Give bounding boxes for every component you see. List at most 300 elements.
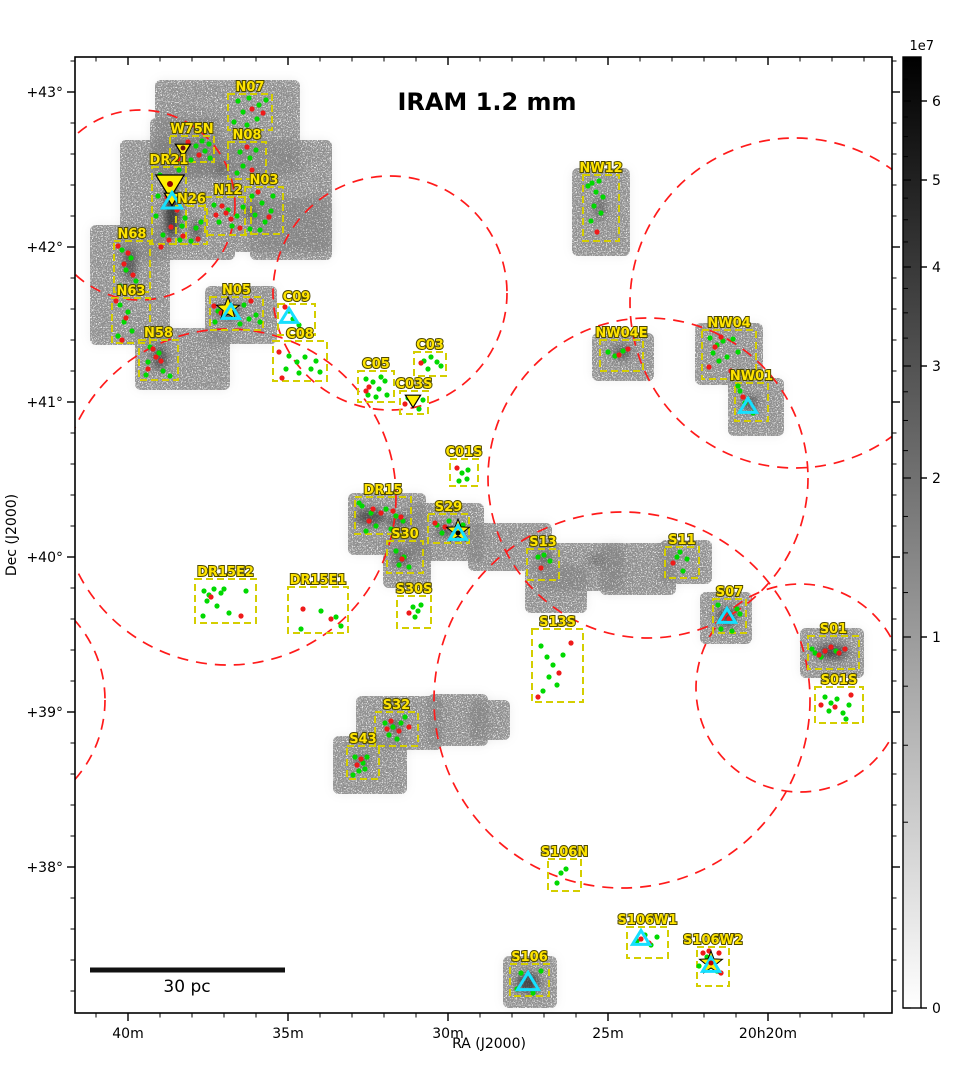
red-source-dot (616, 352, 621, 357)
field-box-S13S (532, 629, 583, 702)
plot-title: IRAM 1.2 mm (397, 88, 577, 116)
red-source-dot (396, 728, 401, 733)
green-source-dot (211, 202, 216, 207)
red-source-dot (115, 243, 120, 248)
red-source-dot (740, 394, 745, 399)
red-source-dot (848, 692, 853, 697)
green-source-dot (428, 354, 433, 359)
green-source-dot (179, 223, 184, 228)
y-tick-label: +43° (26, 85, 63, 101)
green-source-dot (216, 219, 221, 224)
green-source-dot (145, 359, 150, 364)
green-source-dot (585, 183, 590, 188)
green-source-dot (167, 373, 172, 378)
field-label-W75N: W75N (170, 122, 214, 137)
red-source-dot (402, 401, 407, 406)
colorbar-tick-label: 2 (932, 471, 941, 487)
green-source-dot (115, 333, 120, 338)
red-source-dot (538, 565, 543, 570)
red-source-dot (399, 556, 404, 561)
x-tick-label: 25m (592, 1026, 624, 1042)
green-source-dot (737, 611, 742, 616)
y-tick-label: +39° (26, 705, 63, 721)
red-source-dot (123, 315, 128, 320)
green-source-dot (550, 662, 555, 667)
green-source-dot (696, 963, 701, 968)
green-source-dot (308, 366, 313, 371)
green-source-dot (237, 321, 242, 326)
green-source-dot (253, 312, 258, 317)
green-source-dot (826, 708, 831, 713)
field-label-C01S: C01S (445, 445, 483, 460)
green-source-dot (286, 353, 291, 358)
red-source-dot (228, 216, 233, 221)
green-source-dot (298, 626, 303, 631)
green-source-dot (362, 766, 367, 771)
green-source-dot (538, 968, 543, 973)
field-label-DR21: DR21 (149, 153, 189, 168)
field-label-N26: N26 (177, 192, 206, 207)
green-source-dot (128, 255, 133, 260)
green-source-dot (588, 218, 593, 223)
green-source-dot (376, 386, 381, 391)
green-source-dot (257, 319, 262, 324)
green-source-dot (333, 614, 338, 619)
colorbar-exponent: 1e7 (909, 39, 934, 54)
green-source-dot (840, 710, 845, 715)
red-source-dot (300, 606, 305, 611)
red-source-dot (145, 366, 150, 371)
field-label-C09: C09 (282, 290, 311, 305)
green-source-dot (518, 970, 523, 975)
field-label-S106W2: S106W2 (683, 933, 743, 948)
green-source-dot (199, 138, 204, 143)
green-source-dot (188, 238, 193, 243)
green-source-dot (416, 406, 421, 411)
field-label-C03S: C03S (395, 377, 433, 392)
green-source-dot (834, 696, 839, 701)
field-label-S106N: S106N (540, 845, 589, 860)
field-label-N08: N08 (232, 128, 262, 143)
green-source-dot (119, 247, 124, 252)
red-source-dot (384, 726, 389, 731)
green-source-dot (538, 643, 543, 648)
green-source-dot (418, 602, 423, 607)
green-source-dot (591, 203, 596, 208)
red-source-dot (822, 648, 827, 653)
red-source-dot (816, 652, 821, 657)
green-source-dot (206, 141, 211, 146)
field-label-C05: C05 (362, 357, 390, 372)
field-label-DR15E1: DR15E1 (289, 573, 347, 588)
green-source-dot (254, 116, 259, 121)
green-source-dot (153, 213, 158, 218)
marker-center-dot (167, 181, 173, 187)
field-label-S30: S30 (391, 527, 419, 542)
green-source-dot (123, 267, 128, 272)
field-label-C08: C08 (286, 327, 314, 342)
red-source-dot (556, 670, 561, 675)
red-source-dot (712, 344, 717, 349)
green-source-dot (198, 219, 203, 224)
red-source-dot (432, 520, 437, 525)
green-source-dot (828, 700, 833, 705)
green-source-dot (246, 95, 251, 100)
green-source-dot (459, 470, 464, 475)
green-source-dot (338, 623, 343, 628)
red-source-dot (219, 203, 224, 208)
field-label-S01S: S01S (820, 673, 858, 688)
red-source-dot (244, 144, 249, 149)
green-source-dot (356, 768, 361, 773)
green-source-dot (558, 870, 563, 875)
green-source-dot (226, 610, 231, 615)
green-source-dot (313, 358, 318, 363)
red-source-dot (211, 303, 216, 308)
red-source-dot (535, 694, 540, 699)
red-source-dot (249, 106, 254, 111)
field-label-S30S: S30S (395, 582, 433, 597)
red-dashed-circle (0, 580, 105, 820)
green-source-dot (393, 548, 398, 553)
green-source-dot (302, 354, 307, 359)
red-source-dot (700, 950, 705, 955)
green-source-dot (363, 528, 368, 533)
field-label-N05: N05 (222, 283, 251, 298)
red-source-dot (248, 298, 253, 303)
green-source-dot (252, 212, 257, 217)
green-source-dot (211, 586, 216, 591)
green-source-dot (684, 556, 689, 561)
green-source-dot (600, 194, 605, 199)
green-source-dot (257, 227, 262, 232)
green-source-dot (547, 558, 552, 563)
green-source-dot (541, 552, 546, 557)
cyan-triangle-marker (280, 308, 297, 322)
red-source-dot (366, 518, 371, 523)
map-patch-speckle (470, 700, 510, 740)
y-tick-label: +41° (26, 395, 63, 411)
green-source-dot (155, 193, 160, 198)
dense-core (594, 196, 606, 220)
green-source-dot (382, 720, 387, 725)
colorbar-gradient (903, 57, 921, 1008)
field-label-NW01: NW01 (729, 369, 774, 384)
map-patch-speckle (525, 565, 587, 613)
red-source-dot (130, 272, 135, 277)
green-source-dot (129, 328, 134, 333)
y-tick-label: +40° (26, 550, 63, 566)
red-source-dot (249, 167, 254, 172)
field-label-N63: N63 (116, 284, 146, 299)
red-source-dot (158, 244, 163, 249)
x-tick-label: 20h20m (738, 1026, 798, 1042)
green-source-dot (212, 319, 217, 324)
green-source-dot (680, 568, 685, 573)
colorbar-tick-label: 3 (932, 359, 941, 375)
red-source-dot (836, 650, 841, 655)
scalebar-label: 30 pc (163, 977, 211, 997)
field-label-N68: N68 (117, 227, 147, 242)
colorbar-tick-label: 1 (932, 630, 941, 646)
green-source-dot (253, 147, 258, 152)
green-source-dot (117, 302, 122, 307)
green-source-dot (593, 189, 598, 194)
red-source-dot (390, 508, 395, 513)
green-source-dot (364, 754, 369, 759)
green-source-dot (193, 225, 198, 230)
green-source-dot (317, 369, 322, 374)
green-source-dot (240, 163, 245, 168)
colorbar-tick-label: 0 (932, 1001, 941, 1017)
green-source-dot (373, 523, 378, 528)
green-source-dot (363, 376, 368, 381)
field-label-S11: S11 (668, 533, 696, 548)
green-source-dot (176, 167, 181, 172)
green-source-dot (560, 652, 565, 657)
red-source-dot (370, 506, 375, 511)
red-source-dot (195, 236, 200, 241)
red-source-dot (363, 388, 368, 393)
green-source-dot (718, 626, 723, 631)
green-source-dot (378, 374, 383, 379)
red-source-dot (568, 640, 573, 645)
green-source-dot (540, 688, 545, 693)
green-source-dot (396, 562, 401, 567)
red-source-dot (153, 354, 158, 359)
field-label-N07: N07 (235, 80, 265, 95)
green-source-dot (201, 588, 206, 593)
dense-core (588, 555, 604, 565)
red-source-dot (406, 724, 411, 729)
green-source-dot (352, 754, 357, 759)
field-label-S106: S106 (511, 950, 548, 965)
y-tick-label: +38° (26, 860, 63, 876)
red-source-dot (279, 375, 284, 380)
green-source-dot (707, 335, 712, 340)
green-source-dot (843, 716, 848, 721)
x-tick-label: 30m (432, 1026, 464, 1042)
green-source-dot (729, 628, 734, 633)
red-source-dot (266, 214, 271, 219)
red-source-dot (255, 189, 260, 194)
green-source-dot (554, 682, 559, 687)
colorbar-tick-label: 4 (932, 260, 941, 276)
green-source-dot (182, 215, 187, 220)
field-label-S43: S43 (349, 732, 377, 747)
red-source-dot (223, 210, 228, 215)
red-source-dot (388, 718, 393, 723)
green-source-dot (382, 378, 387, 383)
green-source-dot (420, 397, 425, 402)
green-source-dot (262, 219, 267, 224)
green-source-dot (234, 213, 239, 218)
green-source-dot (370, 379, 375, 384)
green-source-dot (240, 204, 245, 209)
green-source-dot (241, 302, 246, 307)
red-source-dot (454, 465, 459, 470)
field-box-S30S (397, 596, 431, 628)
green-source-dot (249, 193, 254, 198)
red-source-dot (125, 250, 130, 255)
green-source-dot (188, 157, 193, 162)
red-source-dot (208, 594, 213, 599)
x-axis-label: RA (J2000) (452, 1036, 526, 1052)
green-source-dot (318, 608, 323, 613)
green-source-dot (243, 588, 248, 593)
green-source-dot (735, 349, 740, 354)
green-source-dot (221, 586, 226, 591)
red-source-dot (818, 702, 823, 707)
green-source-dot (456, 478, 461, 483)
green-source-dot (846, 702, 851, 707)
colorbar-tick-label: 6 (932, 94, 941, 110)
red-source-dot (354, 762, 359, 767)
green-source-dot (294, 359, 299, 364)
green-source-dot (235, 98, 240, 103)
green-source-dot (384, 392, 389, 397)
green-source-dot (133, 278, 138, 283)
red-source-dot (166, 237, 171, 242)
red-source-dot (237, 225, 242, 230)
marker-center-dot (181, 146, 186, 151)
green-source-dot (654, 934, 659, 939)
colorbar (903, 57, 941, 1017)
green-source-dot (231, 119, 236, 124)
green-source-dot (283, 366, 288, 371)
field-label-NW12: NW12 (579, 161, 623, 176)
red-source-dot (832, 704, 837, 709)
green-source-dot (393, 513, 398, 518)
red-source-dot (706, 364, 711, 369)
green-source-dot (716, 358, 721, 363)
red-source-dot (238, 613, 243, 618)
red-source-dot (398, 514, 403, 519)
green-source-dot (674, 554, 679, 559)
green-source-dot (214, 603, 219, 608)
green-source-dot (465, 467, 470, 472)
field-label-S13: S13 (529, 535, 557, 550)
field-label-S07: S07 (715, 585, 744, 600)
red-source-dot (260, 110, 265, 115)
red-source-dot (158, 358, 163, 363)
y-tick-label: +42° (26, 240, 63, 256)
red-source-dot (328, 616, 333, 621)
green-source-dot (143, 372, 148, 377)
green-source-dot (737, 388, 742, 393)
green-source-dot (193, 143, 198, 148)
green-source-dot (296, 370, 301, 375)
x-tick-label: 35m (272, 1026, 304, 1042)
green-source-dot (373, 394, 378, 399)
red-source-dot (168, 224, 173, 229)
red-source-dot (406, 610, 411, 615)
green-source-dot (724, 354, 729, 359)
green-source-dot (270, 193, 275, 198)
green-source-dot (438, 363, 443, 368)
colorbar-tick-label: 5 (932, 173, 941, 189)
x-tick-label: 40m (112, 1026, 144, 1042)
red-source-dot (121, 261, 126, 266)
green-source-dot (546, 674, 551, 679)
green-source-dot (244, 122, 249, 127)
green-source-dot (554, 880, 559, 885)
red-source-dot (180, 233, 185, 238)
red-source-dot (378, 510, 383, 515)
red-source-dot (716, 950, 721, 955)
green-source-dot (207, 155, 212, 160)
green-source-dot (464, 476, 469, 481)
field-label-S01: S01 (819, 622, 848, 637)
field-label-S13S: S13S (539, 615, 576, 630)
green-source-dot (200, 613, 205, 618)
green-source-dot (563, 866, 568, 871)
green-source-dot (268, 208, 273, 213)
green-source-dot (734, 606, 739, 611)
green-source-dot (202, 148, 207, 153)
green-source-dot (256, 102, 261, 107)
green-source-dot (259, 200, 264, 205)
green-source-dot (398, 720, 403, 725)
green-source-dot (247, 226, 252, 231)
green-source-dot (386, 732, 391, 737)
field-label-DR15E2: DR15E2 (197, 565, 254, 580)
field-label-DR15: DR15 (363, 483, 403, 498)
green-source-dot (710, 350, 715, 355)
red-source-dot (282, 304, 287, 309)
green-source-dot (535, 554, 540, 559)
red-source-dot (358, 756, 363, 761)
field-label-S106W1: S106W1 (617, 913, 678, 928)
field-label-NW04: NW04 (707, 316, 751, 331)
red-source-dot (113, 298, 118, 303)
red-source-dot (196, 152, 201, 157)
green-source-dot (605, 349, 610, 354)
green-source-dot (383, 506, 388, 511)
field-label-N03: N03 (249, 173, 279, 188)
field-label-N58: N58 (144, 326, 173, 341)
red-source-dot (418, 360, 423, 365)
field-label-S32: S32 (382, 698, 411, 713)
marker-center-dot (456, 531, 461, 536)
field-label-S29: S29 (434, 500, 463, 515)
red-source-dot (670, 560, 675, 565)
green-source-dot (237, 149, 242, 154)
green-source-dot (160, 368, 165, 373)
red-source-dot (594, 229, 599, 234)
green-source-dot (809, 646, 814, 651)
green-source-dot (356, 500, 361, 505)
green-source-dot (204, 598, 209, 603)
red-source-dot (276, 349, 281, 354)
green-source-dot (598, 210, 603, 215)
green-source-dot (240, 109, 245, 114)
green-source-dot (415, 608, 420, 613)
red-source-dot (718, 334, 723, 339)
field-label-N12: N12 (213, 183, 243, 198)
green-source-dot (390, 724, 395, 729)
green-source-dot (822, 694, 827, 699)
green-source-dot (446, 518, 451, 523)
green-source-dot (229, 223, 234, 228)
y-axis-label: Dec (J2000) (4, 493, 20, 577)
green-source-dot (677, 549, 682, 554)
green-source-dot (247, 155, 252, 160)
green-source-dot (160, 232, 165, 237)
field-label-C03: C03 (416, 338, 444, 353)
green-source-dot (402, 714, 407, 719)
red-source-dot (842, 646, 847, 651)
